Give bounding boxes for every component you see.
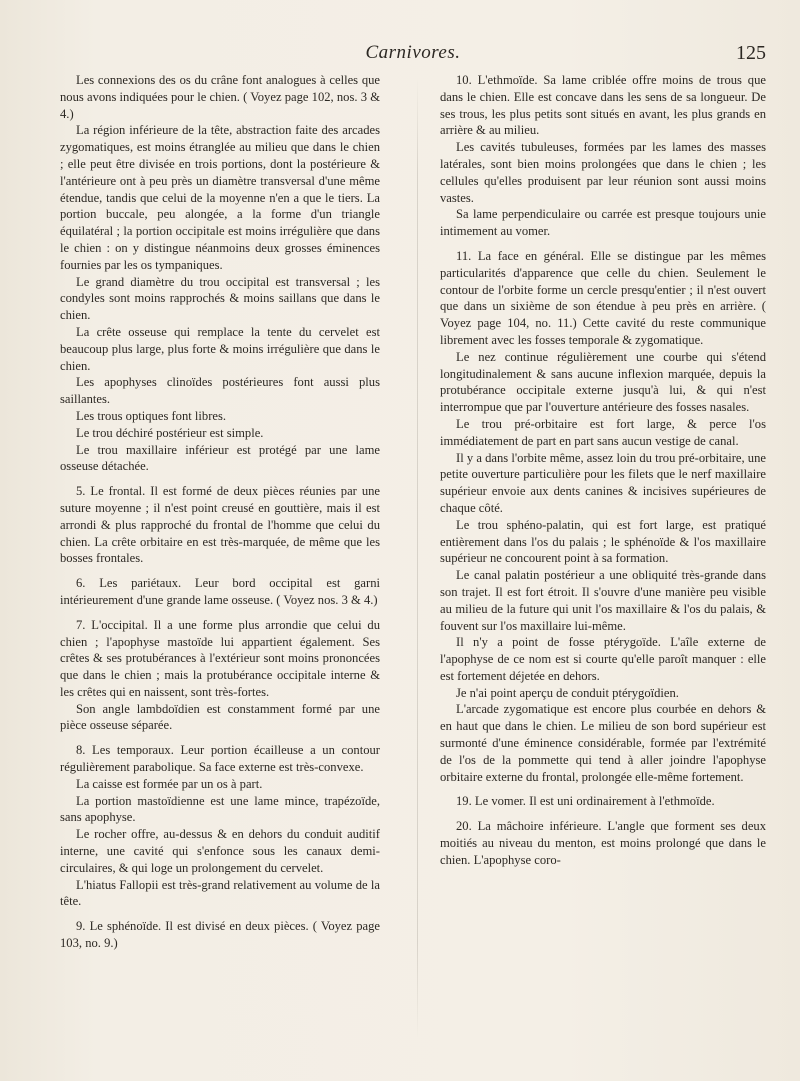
page-header xyxy=(60,42,766,68)
column-divider xyxy=(417,78,418,1038)
section-occipital: 7. L'occipital. Il a une forme plus arrondie que celui du chien ; l'apophyse mastoïde lui appartient également. Ses crêtes & ses protubérances à l'extérieur sont moins prononcées que dans le chien ; mais la protubérance occipitale interne & les crêtes qui en naissent, sont très-fortes. xyxy=(60,617,380,699)
page-number: 125 xyxy=(736,42,766,64)
paragraph: Les trous optiques font libres. xyxy=(76,408,227,423)
running-title: Carnivores. xyxy=(365,42,461,63)
paragraph: La crête osseuse qui remplace la tente du cervelet est beaucoup plus large, plus forte & moins irrégulière que dans le chien. xyxy=(60,324,380,373)
paragraph: L'arcade zygomatique est encore plus courbée en dehors & en haut que dans le chien. Le milieu de son bord supérieur est surmonté d'une éminence considérable, formée par l'extrémité de l'os de la pommette qui tend à aller joindre l'apophyse orbitaire externe du frontal, prolongée elle-même fortement. xyxy=(440,702,766,784)
paragraph: L'hiatus Fallopii est très-grand relativement au volume de la tête. xyxy=(60,877,380,909)
section-ethmoide: 10. L'ethmoïde. Sa lame criblée offre moins de trous que dans le chien. Elle est concave dans les sens de sa longueur. De ses trous, les plus petits sont situés en avant, les plus grands en arrière & au milieu. xyxy=(440,73,766,138)
paragraph: Le trou pré-orbitaire est fort large, & perce l'os immédiatement de part en part sans aucun vestige de canal. xyxy=(440,416,766,448)
right-column xyxy=(440,72,766,869)
section-parietaux: 6. Les pariétaux. Leur bord occipital est garni intérieurement d'une grande lame osseuse. ( Voyez nos. 3 & 4.) xyxy=(60,576,380,607)
section-temporaux: 8. Les temporaux. Leur portion écailleuse a un contour régulièrement parabolique. Sa face externe est très-convexe. xyxy=(60,743,380,775)
left-column xyxy=(60,72,380,952)
section-machoire: 20. La mâchoire inférieure. L'angle que forment ses deux moitiés au niveau du menton, est moins prolongé que dans le chien. L'apophyse coro- xyxy=(440,819,766,867)
paragraph: Les cavités tubuleuses, formées par les lames des masses latérales, sont bien moins prolongées que dans le chien ; les cellules qu'elles produisent par leur réunion sont aussi moins vastes. xyxy=(440,140,766,205)
paragraph: Il y a dans l'orbite même, assez loin du trou pré-orbitaire, une petite ouverture particulière pour les filets que le nerf maxillaire supérieur envoie aux dents canines & incisives supérieures de chaque côté. xyxy=(440,450,766,515)
paragraph: La portion mastoïdienne est une lame mince, trapézoïde, sans apophyse. xyxy=(60,793,380,825)
section-vomer: 19. Le vomer. Il est uni ordinairement à l'ethmoïde. xyxy=(456,794,715,809)
paragraph: Sa lame perpendiculaire ou carrée est presque toujours unie intimement au vomer. xyxy=(440,207,766,239)
paragraph: La caisse est formée par un os à part. xyxy=(76,776,263,791)
paragraph: Le trou maxillaire inférieur est protégé par une lame osseuse détachée. xyxy=(60,442,380,474)
paragraph: Le grand diamètre du trou occipital est transversal ; les condyles sont moins rapprochés & moins saillans que dans le chien. xyxy=(60,274,380,323)
paragraph: Le rocher offre, au-dessus & en dehors du conduit auditif interne, une cavité qui s'enfonce sous les canaux demi-circulaires, & qui loge un prolongement du cervelet. xyxy=(60,827,380,875)
section-sphenoide: 9. Le sphénoïde. Il est divisé en deux pièces. ( Voyez page 103, no. 9.) xyxy=(60,919,380,951)
paragraph: Le nez continue régulièrement une courbe qui s'étend longitudinalement & sans aucune inflexion marquée, depuis la protubérance occipitale externe jusqu'à lui, & qui n'est interrompue que par l'ouverture antérieure des fosses nasales. xyxy=(440,349,766,415)
paragraph: Les connexions des os du crâne font analogues à celles que nous avons indiquées pour le chien. ( Voyez page 102, nos. 3 & 4.) xyxy=(60,73,380,121)
section-face: 11. La face en général. Elle se distingue par les mêmes particularités d'apparence que celle du chien. Seulement le contour de l'orbite forme un cercle presqu'entier ; il n'est ouvert que dans un sixième de son étendue à peu près en arrière. ( Voyez page 104, no. 11.) Cette cavité du reste communique librement avec les fosses temporale & zygomatique. xyxy=(440,248,766,347)
paragraph: Les apophyses clinoïdes postérieures font aussi plus saillantes. xyxy=(60,375,380,407)
paragraph: Le trou sphéno-palatin, qui est fort large, est pratiqué entièrement dans l'os du palais ; le sphénoïde & l'os maxillaire supérieur ne concourent point à sa formation. xyxy=(440,517,766,566)
paragraph: Son angle lambdoïdien est constamment formé par une pièce osseuse séparée. xyxy=(60,701,380,733)
section-frontal: 5. Le frontal. Il est formé de deux pièces réunies par une suture moyenne ; il n'est point creusé en gouttière, mais il est arrondi & plus rapproché du frontal de l'homme que celui du chien. La crête orbitaire en est très-marquée, de même que les bosses frontales. xyxy=(60,484,380,566)
paragraph: Il n'y a point de fosse ptérygoïde. L'aîle externe de l'apophyse de ce nom est si courte qu'elle paroît manquer : elle est fortement déjetée en dehors. xyxy=(440,635,766,683)
paragraph: La région inférieure de la tête, abstraction faite des arcades zygomatiques, est moins étranglée au milieu que dans le chien ; elle peut être divisée en trois portions, dont la postérieure & l'antérieure ont à peu près un diamètre transversal d'une même étendue, tandis que celui de la moyenne n'en a que le tiers. La portion buccale, peu alongée, a la forme d'un triangle équilatéral ; la portion occipitale est moins irrégulière que dans le chien : on y distingue néanmoins deux grosses éminences fournies par les os tympaniques. xyxy=(60,123,380,272)
paragraph: Je n'ai point aperçu de conduit ptérygoïdien. xyxy=(456,685,679,700)
paragraph: Le canal palatin postérieur a une obliquité très-grande dans son trajet. Il est fort étroit. Il s'ouvre d'une manière peu visible au milieu de la future qui unit l'os maxillaire & l'os du palais, & fouvent sur l'os maxillaire lui-même. xyxy=(440,568,766,633)
paragraph: Le trou déchiré postérieur est simple. xyxy=(76,425,264,440)
